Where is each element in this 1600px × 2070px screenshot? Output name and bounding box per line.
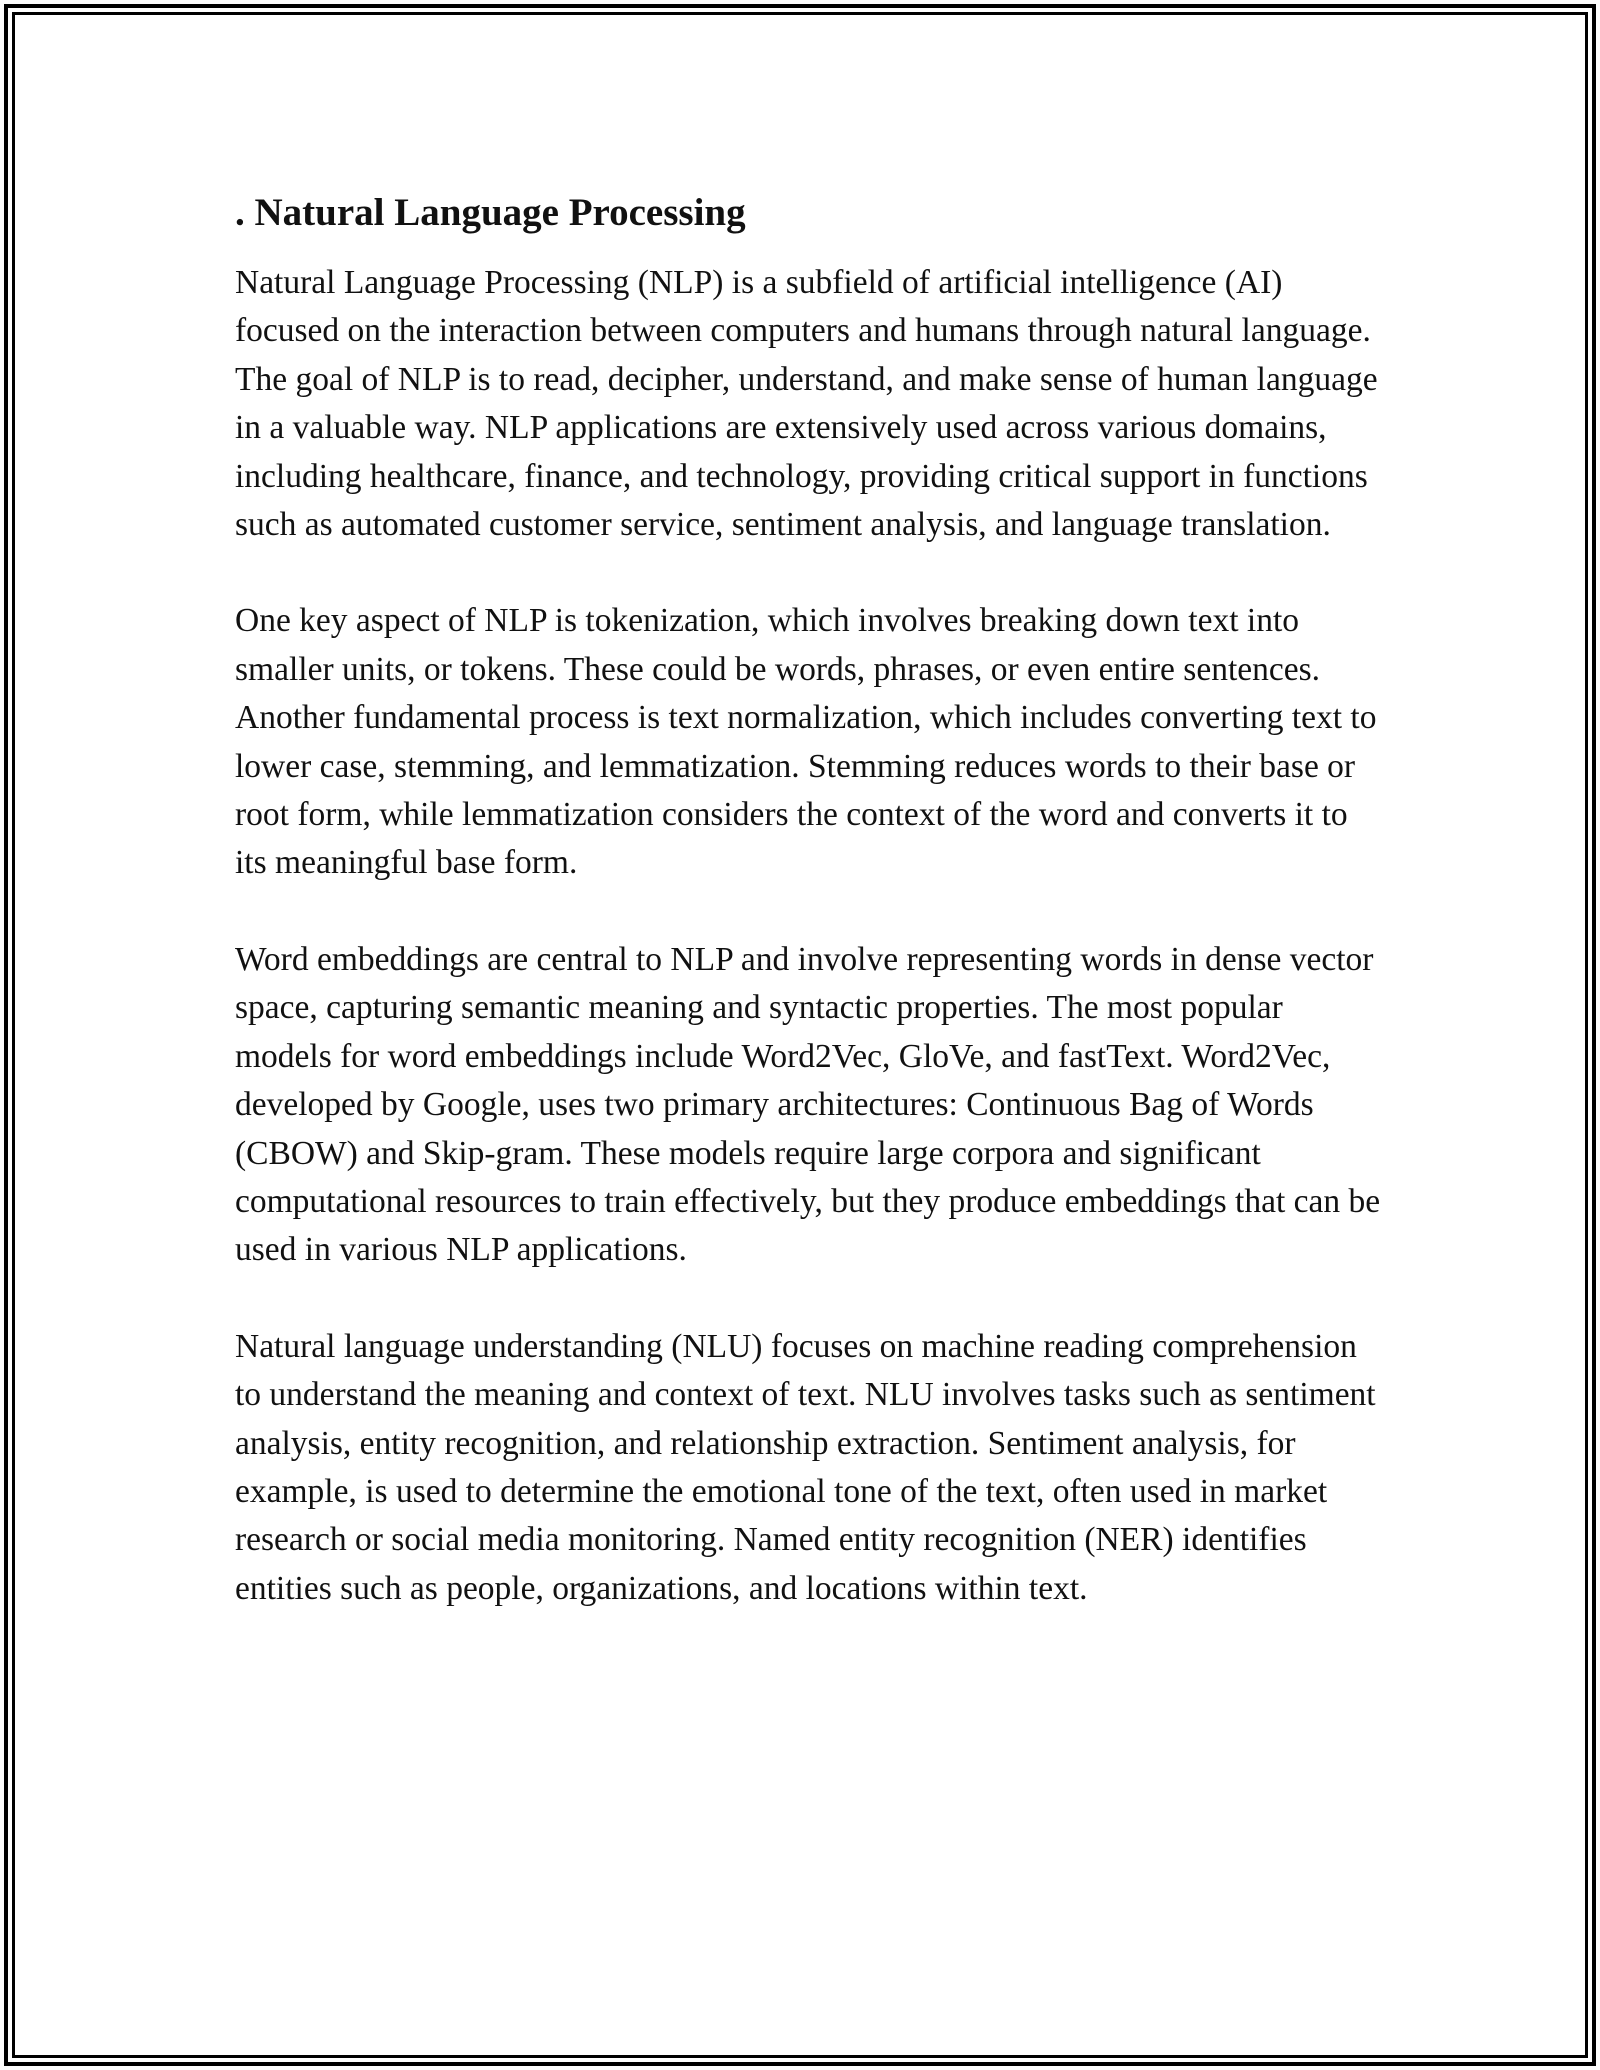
paragraph-word-embeddings: Word embeddings are central to NLP and involve representing words in dense vector space, capturing semantic meaning and syntactic properties. The most popular models for word embeddings include Word2Vec, GloVe, and fastText. Word2Vec, developed by Google, uses two primary architectures: Continuous Bag of Words (CBOW) and Skip-gram. These models require large corpora and significant computational resources to train effectively, but they produce embeddings that can be used in various NLP applications. xyxy=(235,940,1381,1269)
paragraph-tokenization: One key aspect of NLP is tokenization, which involves breaking down text into smaller units, or tokens. These could be words, phrases, or even entire sentences. Another fundamental process is text normalization, which includes converting text to lower case, stemming, and lemmatization. Stemming reduces words to their base or root form, while lemmatization considers the context of the word and converts it to its meaningful base form. xyxy=(235,602,1377,882)
section-heading: . Natural Language Processing xyxy=(235,191,746,234)
paragraph-nlu: Natural language understanding (NLU) focuses on machine reading comprehension to understand the meaning and context of text. NLU involves tasks such as sentiment analysis, entity recognition, and relationship extraction. Sentiment analysis, for example, is used to determine the emotional tone of the text, often used in market research or social media monitoring. Named entity recognition (NER) identifies entities such as people, organizations, and locations within text. xyxy=(235,1327,1376,1607)
document-body xyxy=(235,185,1385,1661)
paragraph-nlp-intro: Natural Language Processing (NLP) is a subfield of artificial intelligence (AI) focused on the interaction between computers and humans through natural language. The goal of NLP is to read, decipher, understand, and make sense of human language in a valuable way. NLP applications are extensively used across various domains, including healthcare, finance, and technology, providing critical support in functions such as automated customer service, sentiment analysis, and language translation. xyxy=(235,264,1378,544)
